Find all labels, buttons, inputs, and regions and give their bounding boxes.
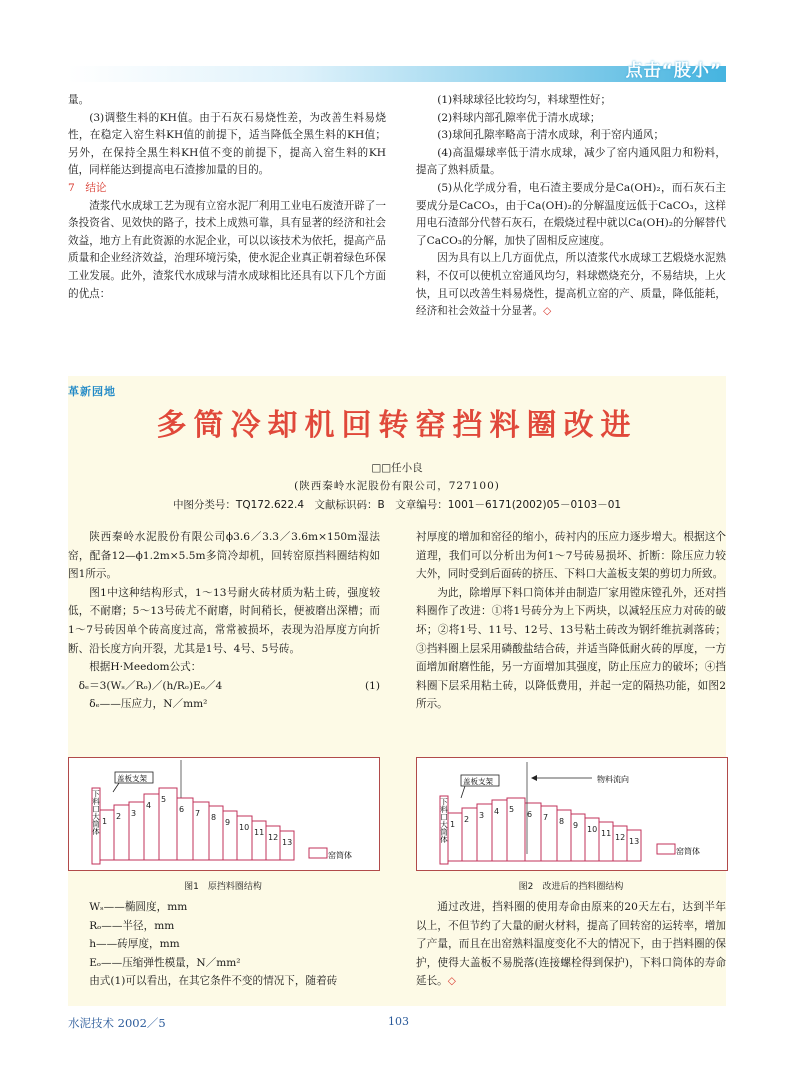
- support-label: 盖板支架: [117, 774, 147, 783]
- brick-label: 12: [268, 833, 279, 842]
- figure-2-caption: 图2 改进后的挡料圈结构: [518, 882, 624, 892]
- list-item: (3)球间孔隙率略高于清水成球，利于窑内通风；: [437, 129, 665, 142]
- paragraph: 陕西秦岭水泥股份有限公司ϕ3.6／3.3／3.6m×150m湿法窑，配备12—ϕ1.2m×5.5m多筒冷却机，回转窑原挡料圈结构如图1所示。: [68, 531, 380, 581]
- brick-label: 10: [587, 825, 598, 834]
- brick-label: 9: [225, 818, 231, 827]
- left-column: [68, 92, 386, 303]
- paragraph: 由式(1)可以看出，在其它条件不变的情况下，随着砖: [89, 975, 338, 988]
- list-item: (2)料球内部孔隙率优于清水成球；: [437, 111, 601, 124]
- paragraph: 为此，除增厚下料口筒体并由制造厂家用镗床镗孔外，还对挡料圈作了改进：①将1号砖分为上下两块，以减轻压应力对砖的破坏；②将1号、11号、12号、13号粘土砖改为钢纤维抗剥落砖；③挡料圈上层采用磷酸盐结合砖，并适当降低耐火砖的厚度，一方面增加耐磨性能，另一方面增加其强度，防止压应力的破坏；④挡料圈下层采用粘土砖，以降低费用，并起一定的隔热功能，如图2所示。: [416, 586, 726, 711]
- end-mark-icon: ◇: [447, 975, 456, 988]
- formula-number: (1): [364, 679, 380, 692]
- section-heading: 7 结论: [68, 181, 107, 194]
- figure-1-caption: 图1 原挡料圈结构: [184, 882, 262, 892]
- header-bar: [68, 61, 726, 82]
- right-column: [416, 92, 726, 321]
- brick-label: 4: [146, 801, 152, 810]
- brick-label: 9: [573, 821, 579, 830]
- inlet-label: 下料口大筒体: [91, 790, 101, 835]
- definition: Rₒ——半径，mm: [89, 919, 175, 932]
- kiln-cylinder-label: 窑筒体: [676, 847, 700, 856]
- affiliation: (陕西秦岭水泥股份有限公司，727100): [294, 480, 500, 492]
- paragraph: [416, 898, 726, 991]
- brick-label: 7: [543, 813, 549, 822]
- paragraph: 衬厚度的增加和窑径的缩小，砖衬内的压应力逐步增大。根据这个道理，我们可以分析出为何1～7号砖易损坏、折断：除压应力较大外，同时受到后面砖的挤压、下料口大盖板支架的剪切力所致。: [416, 531, 726, 581]
- paragraph-text: 通过改进，挡料圈的使用寿命由原来的20天左右，达到半年以上，不但节约了大量的耐火材料，提高了回转窑的运转率，增加了产量，而且在出窑熟料温度变化不大的情况下，由于挡料圈的保护，使得大盖板不易脱落(连接螺栓得到保护)，下料口筒体的寿命延长。: [416, 901, 726, 988]
- paragraph: 量。: [68, 94, 90, 106]
- list-item: (5)从化学成分看，电石渣主要成分是Ca(OH)₂，而石灰石主要成分是CaCO₃，由于Ca(OH)₂的分解温度远低于CaCO₃，这样用电石渣部分代替石灰石，在煅烧过程中就以Ca(OH)₂的分解替代了CaCO₃的分解，加快了固相反应速度。: [416, 181, 726, 247]
- footer-journal: 水泥技术 2002／5: [68, 1016, 166, 1030]
- paragraph: [416, 250, 726, 320]
- brick-label: 13: [629, 837, 640, 846]
- formula: [68, 677, 380, 696]
- paragraph: (3)调整生料的KH值。由于石灰石易烧性差，为改善生料易烧性，在稳定入窑生料KH值的前提下，适当降低全黑生料的KH值；另外，在保持全黑生料KH值不变的前提下，提高入窑生料的KH值，同样能达到提高电石渣掺加量的目的。: [68, 111, 386, 177]
- article-right-bottom: [416, 898, 726, 991]
- list-item: (1)料球球径比较均匀，料球塑性好；: [437, 94, 612, 106]
- formula-definition: δₑ——压应力，N／mm²: [89, 698, 208, 711]
- article-title: 多筒冷却机回转窑挡料圈改进: [156, 408, 638, 443]
- definition: Eₒ——压缩弹性模量，N／mm²: [89, 956, 241, 969]
- list-item: (4)高温爆球率低于清水成球，减少了窑内通风阻力和粉料，提高了熟料质量。: [416, 146, 726, 177]
- paragraph: 图1中这种结构形式，1～13号耐火砖材质为粘土砖，强度较低，不耐磨；5～13号砖尤不耐磨，时间稍长，便被磨出深槽；而1～7号砖因单个砖高度过高，常常被损坏，表现为沿厚度方向折断、沿长度方向开裂，尤其是1号、4号、5号砖。: [68, 586, 380, 655]
- header-tag[interactable]: 点击“股小”: [625, 61, 722, 81]
- brick-11: [252, 821, 266, 860]
- article-right-column: [416, 528, 726, 714]
- author: □□任小良: [371, 462, 423, 474]
- brick-label: 2: [464, 815, 470, 824]
- material-flow-label: 物料流向: [597, 775, 629, 784]
- brick-label: 8: [211, 813, 217, 822]
- article-panel: [68, 376, 726, 1006]
- brick-label: 2: [116, 812, 122, 821]
- figure-2: [416, 757, 728, 871]
- figure-1-diagram: [69, 758, 379, 870]
- end-mark-icon: ◇: [543, 305, 552, 318]
- brick-11: [599, 822, 613, 861]
- brick-label: 4: [494, 807, 500, 816]
- support-label: 盖板支架: [463, 777, 493, 786]
- definition: h——砖厚度，mm: [89, 938, 180, 951]
- brick-label: 1: [450, 820, 456, 829]
- paragraph: 渣浆代水成球工艺为现有立窑水泥厂利用工业电石废渣开辟了一条投资省、见效快的路子，技术上成熟可靠，具有显著的经济和社会效益，地方上有此资源的水泥企业，可以以该技术为依托，提高产品质量和企业经济效益，治理环境污染，使水泥企业真正朝着绿色环保工业发展。此外，渣浆代水成球与清水成球相比还具有以下几个方面的优点：: [68, 199, 386, 300]
- inlet-label: 下料口大筒体: [439, 798, 449, 843]
- brick-label: 11: [601, 829, 612, 838]
- brick-label: 12: [615, 833, 626, 842]
- brick-label: 1: [102, 817, 108, 826]
- brick-label: 6: [527, 810, 533, 819]
- article-left-bottom: [68, 898, 380, 991]
- brick-label: 5: [161, 795, 167, 804]
- brick-label: 5: [509, 805, 515, 814]
- kiln-cylinder-label: 窑筒体: [328, 851, 352, 860]
- column-kicker: 革新园地: [68, 385, 116, 398]
- figure-1: [68, 757, 380, 871]
- brick-12: [266, 826, 280, 860]
- brick-label: 6: [179, 805, 185, 814]
- brick-label: 3: [479, 811, 485, 820]
- classification-line: 中图分类号：TQ172.622.4 文献标识码：B 文章编号：1001－6171(2002)05－0103－01: [172, 499, 622, 511]
- brick-label: 8: [559, 817, 565, 826]
- page-number: 103: [388, 1015, 409, 1028]
- definition: Wₛ——椭圆度，mm: [89, 901, 188, 913]
- brick-12: [613, 826, 627, 861]
- brick-label: 3: [131, 809, 137, 818]
- brick-label: 13: [282, 838, 293, 847]
- figure-2-diagram: [417, 758, 727, 870]
- brick-label: 7: [195, 809, 201, 818]
- article-left-column: [68, 528, 380, 714]
- brick-label: 10: [239, 823, 250, 832]
- formula-expression: δₑ＝3(Wₛ／Rₒ)／(h/Rₒ)Eₒ／4: [78, 679, 223, 692]
- paragraph-text: 因为具有以上几方面优点，所以渣浆代水成球工艺煅烧水泥熟料，不仅可以使机立窑通风均匀，料球燃烧充分，不易结块，上火快，且可以改善生料易烧性，提高机立窑的产、质量，降低能耗，经济和社会效益十分显著。: [416, 252, 726, 318]
- brick-label: 11: [254, 828, 265, 837]
- paragraph: 根据H·Meedom公式：: [89, 661, 202, 674]
